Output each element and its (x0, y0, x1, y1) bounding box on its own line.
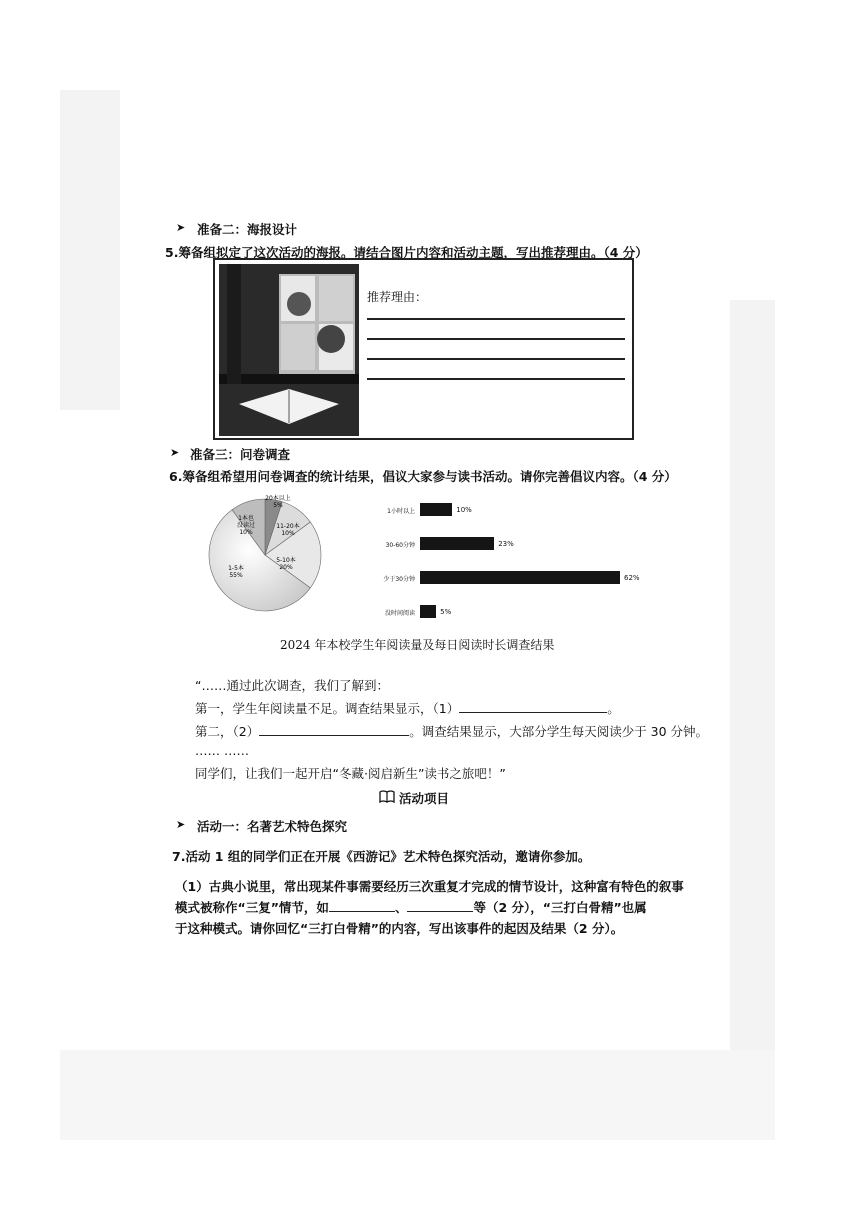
question-6: 6.筹备组希望用问卷调查的统计结果，倡议大家参与读书活动。请你完善倡议内容。（4 分） (169, 469, 677, 484)
open-book-icon (379, 789, 395, 808)
bar-value-label: 5% (440, 608, 452, 616)
question-7-1-line3: 于这种模式。请你回忆“三打白骨精”的内容，写出该事件的起因及结果（2 分）。 (175, 921, 624, 936)
bar (420, 503, 452, 516)
bar-category-label: 30-60分钟 (385, 542, 415, 549)
answer-line-2[interactable] (367, 338, 625, 340)
poster-image (219, 264, 359, 436)
second-pre: 第二，（2） (195, 724, 260, 739)
answer-line-4[interactable] (367, 378, 625, 380)
blank-2[interactable] (259, 723, 409, 736)
question-5: 5.筹备组拟定了这次活动的海报。请结合图片内容和活动主题，写出推荐理由。（4 分） (165, 245, 648, 260)
second-post: 。调查结果显示，大部分学生每天阅读少于 30 分钟。 (409, 724, 709, 739)
pie-chart (200, 490, 330, 620)
blank-1[interactable] (459, 700, 607, 713)
q7-line2-sep: 、 (394, 900, 408, 915)
paragraph-closing: 同学们，让我们一起开启“冬藏·阅启新生”读书之旅吧！” (195, 766, 506, 781)
answer-line-1[interactable] (367, 318, 625, 320)
blank-4[interactable] (407, 899, 473, 912)
bar (420, 537, 494, 550)
bar-category-label: 少于30分钟 (383, 576, 415, 583)
ellipsis-line: …… …… (195, 743, 249, 758)
scan-shading-left (60, 90, 120, 410)
paragraph-first (195, 699, 620, 717)
q7-line2-pre: 模式被称作“三复”情节，如 (175, 900, 329, 915)
chart-caption: 2024 年本校学生年阅读量及每日阅读时长调查结果 (280, 638, 555, 652)
first-text: 第一，学生年阅读量不足。调查结果显示，（1） (195, 701, 460, 716)
first-end: 。 (607, 701, 620, 716)
activity-title: 活动项目 (399, 791, 450, 806)
pie-label-1: 11-20本 10% (276, 523, 300, 537)
scan-shading-right (730, 300, 775, 1080)
bar-value-label: 23% (498, 540, 514, 548)
question-7-1-line2 (175, 898, 647, 916)
activity1-heading: 活动一：名著艺术特色探究 (197, 819, 348, 834)
bar-category-label: 1小时以上 (387, 508, 415, 515)
blank-3[interactable] (329, 899, 395, 912)
pie-label-0: 20本以上 5% (265, 495, 291, 509)
arrow-bullet-icon: ➤ (176, 818, 186, 831)
prep2-heading: 准备二：海报设计 (197, 222, 298, 237)
poster-frame (213, 258, 634, 440)
q7-line2-post: 等（2 分），“三打白骨精”也属 (473, 900, 647, 915)
pie-label-2: 5-10本 20% (276, 557, 296, 571)
bar (420, 571, 620, 584)
bar-value-label: 10% (456, 506, 472, 514)
answer-line-3[interactable] (367, 358, 625, 360)
paragraph-second (195, 722, 708, 740)
prep3-heading: 准备三：问卷调查 (190, 447, 291, 462)
bar-category-label: 没时间阅读 (384, 610, 415, 617)
bar (420, 605, 436, 618)
pie-label-4: 1本也没读过 10% (236, 515, 256, 536)
question-7-1-line1: （1）古典小说里，常出现某件事需要经历三次重复才完成的情节设计，这种富有特色的叙事 (175, 879, 684, 894)
recommendation-label: 推荐理由： (367, 290, 428, 304)
question-7: 7.活动 1 组的同学们正在开展《西游记》艺术特色探究活动，邀请你参加。 (172, 849, 591, 864)
scan-shading-bottom (60, 1050, 775, 1140)
arrow-bullet-icon: ➤ (176, 221, 186, 234)
paragraph-intro: “……通过此次调查，我们了解到： (195, 678, 389, 693)
bar-chart (355, 495, 655, 625)
bar-value-label: 62% (624, 574, 640, 582)
arrow-bullet-icon: ➤ (170, 446, 180, 459)
pie-label-3: 1-5本 55% (228, 565, 244, 579)
